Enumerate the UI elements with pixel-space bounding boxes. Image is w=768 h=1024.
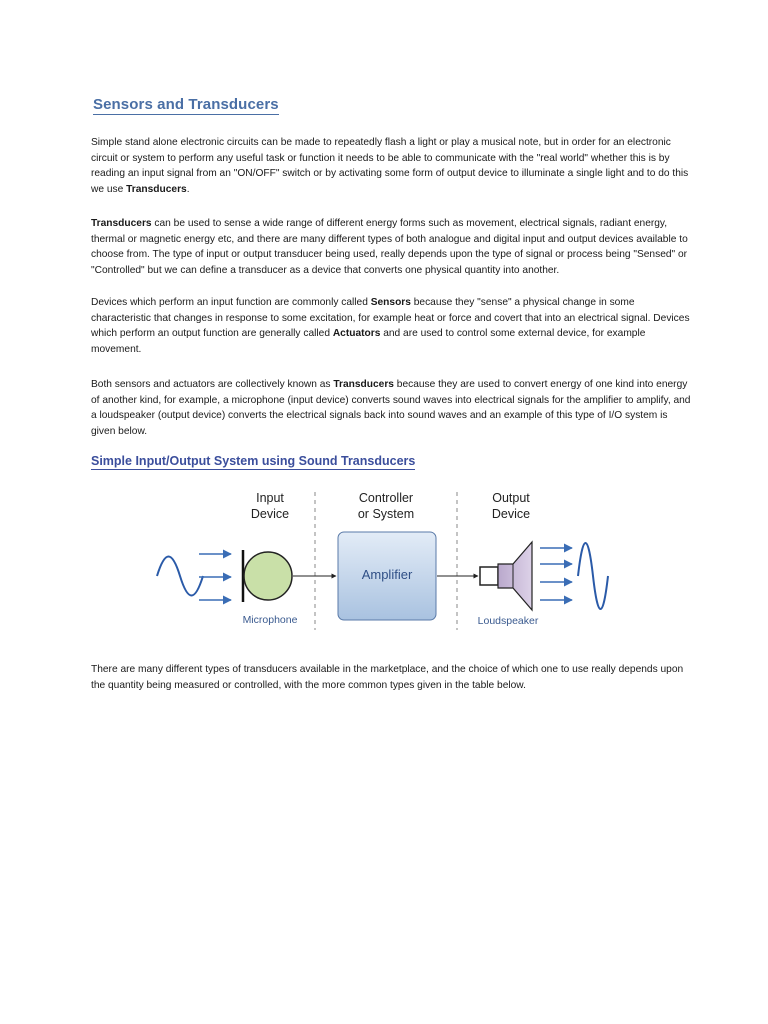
paragraph-transducers	[91, 216, 691, 278]
page-title: Sensors and Transducers	[93, 96, 279, 113]
amplifier-label: Amplifier	[361, 567, 413, 582]
paragraph-types: There are many different types of transducers available in the marketplace, and the choice of which one to use really depends upon the quantity being measured or controlled, with the more common types given in the table below.	[91, 664, 684, 691]
paragraph-text: can be used to sense a wide range of different energy forms such as movement, electrical signals, radiant energy, thermal or magnetic energy etc, and there are many different types of both analogue and digital input and output devices available to choose from. The type of input or output transducer being used, really depends upon the type of signal or process being "Sensed" or "Controlled" but we can define a transducer as a device that converts one physical quantity into another.	[91, 218, 688, 276]
bold-term: Transducers	[126, 183, 187, 195]
bold-term: Actuators	[332, 328, 381, 339]
paragraph-intro	[91, 135, 691, 197]
paragraph-text: Simple stand alone electronic circuits can be made to repeatedly flash a light or play a musical note, but in order for an electronic circuit or system to perform any useful task or function it needs to be able to communicate with the "real world" whether this is by reading an input signal from an "ON/OFF" switch or by activating some form of output device to illuminate a single light and to do this we use	[91, 137, 689, 195]
paragraph-sensors-actuators	[91, 295, 691, 357]
microphone-label: Microphone	[242, 614, 298, 626]
output-sine-wave	[578, 543, 608, 609]
microphone-icon	[244, 552, 292, 600]
input-heading-line1: Input	[256, 491, 284, 505]
paragraph-text: Devices which perform an input function are commonly called	[91, 297, 371, 308]
output-heading-line2: Device	[491, 507, 531, 521]
bold-term: Transducers	[91, 218, 152, 229]
output-heading-line1: Output	[492, 491, 530, 505]
paragraph-text: .	[186, 183, 190, 195]
loudspeaker-magnet	[480, 567, 498, 585]
loudspeaker-cone	[498, 542, 532, 610]
controller-heading-line2: or System	[357, 507, 415, 521]
bold-term: Transducers	[333, 379, 394, 390]
input-sine-wave	[157, 557, 203, 596]
bold-term: Sensors	[370, 297, 411, 308]
paragraph-io-system	[91, 377, 691, 439]
controller-heading-line1: Controller	[358, 491, 414, 505]
loudspeaker-label: Loudspeaker	[477, 615, 539, 627]
paragraph-text: because they "sense" a physical change in some characteristic that changes in response to some excitation, for example heat or force and covert that into an electrical signal. Devices which perform an output function are generally called	[91, 297, 690, 339]
paragraph-text: Both sensors and actuators are collectively known as	[91, 379, 334, 390]
io-system-diagram	[0, 480, 768, 640]
paragraph-text: and are used to control some external device, for example movement.	[91, 328, 646, 355]
paragraph-text: because they are used to convert energy of one kind into energy of another kind, for example, a microphone (input device) converts sound waves into electrical signals for the amplifier to amplify, and a loudspeaker (output device) converts the electrical signals back into sound waves and an example of this type of I/O system is given below.	[91, 379, 691, 437]
diagram-title: Simple Input/Output System using Sound Transducers	[91, 454, 416, 468]
input-heading-line2: Device	[250, 507, 290, 521]
